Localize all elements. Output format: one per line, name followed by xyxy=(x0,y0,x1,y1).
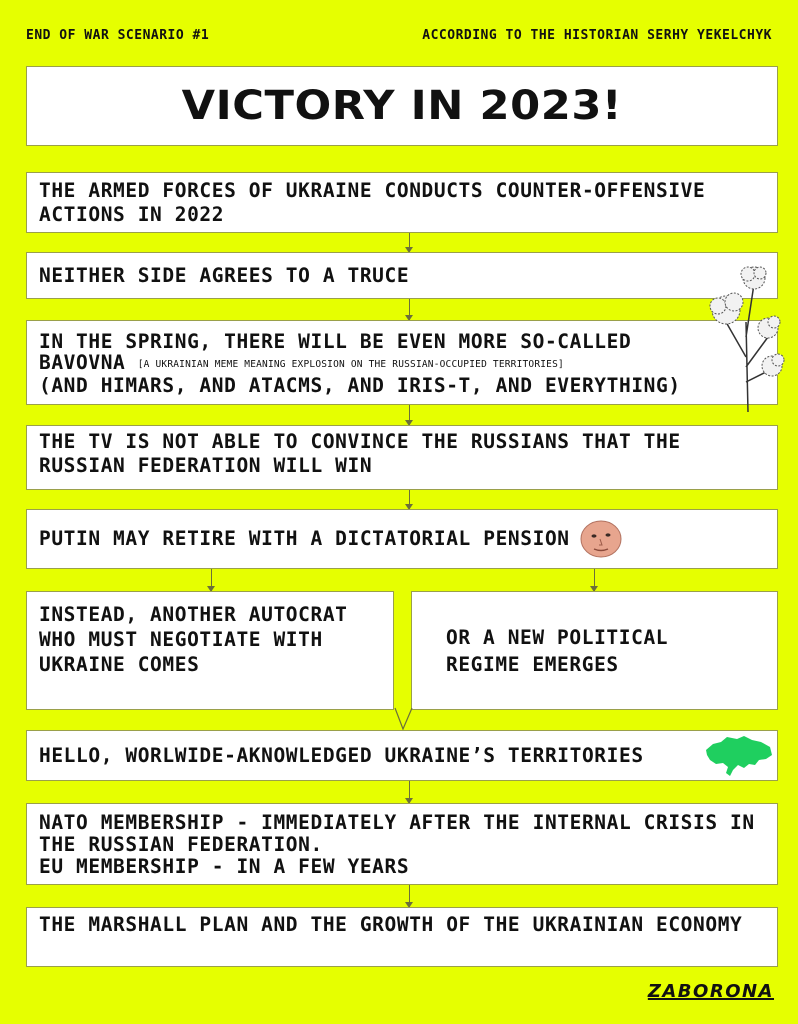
bavovna-note: [A UKRAINIAN MEME MEANING EXPLOSION ON THE RUSSIAN-OCCUPIED TERRITORIES] xyxy=(137,359,564,370)
step-text: THE TV IS NOT ABLE TO CONVINCE THE RUSSIANS THAT THE RUSSIAN FEDERATION WILL WIN xyxy=(39,430,681,477)
flow-arrow xyxy=(409,299,410,320)
step-another-autocrat xyxy=(26,591,394,710)
scenario-label: END OF WAR SCENARIO #1 xyxy=(26,28,210,43)
flow-arrow xyxy=(409,405,410,425)
step-text: THE MARSHALL PLAN AND THE GROWTH OF THE UKRAINIAN ECONOMY xyxy=(39,913,743,936)
step-text: THE ARMED FORCES OF UKRAINE CONDUCTS COUNTER-OFFENSIVE ACTIONS IN 2022 xyxy=(39,179,706,226)
flow-arrow xyxy=(409,490,410,509)
flow-arrow xyxy=(409,233,410,252)
step-new-regime xyxy=(411,591,778,710)
step-counter-offensive xyxy=(26,172,778,233)
step-text-bavovna: BAVOVNA xyxy=(39,351,126,374)
step-text: HELLO, WORLWIDE-AKNOWLEDGED UKRAINE’S TERRITORIES xyxy=(39,743,644,767)
step-text: (AND HIMARS, AND ATACMS, AND IRIS-T, AND EVERYTHING) xyxy=(39,374,681,397)
step-no-truce xyxy=(26,252,778,299)
step-text: OR A NEW POLITICAL REGIME EMERGES xyxy=(446,625,669,676)
merge-arrow xyxy=(390,707,418,731)
step-text: EU MEMBERSHIP - IN A FEW YEARS xyxy=(39,855,410,878)
flow-arrow xyxy=(409,885,410,907)
ukraine-map-icon xyxy=(704,734,774,778)
page-title: VICTORY IN 2023! xyxy=(181,83,623,129)
step-text: INSTEAD, ANOTHER AUTOCRAT WHO MUST NEGOTIATE WITH UKRAINE COMES xyxy=(39,603,348,676)
step-tv xyxy=(26,425,778,490)
step-marshall-plan xyxy=(26,907,778,967)
step-bavovna xyxy=(26,320,778,405)
source-label: ACCORDING TO THE HISTORIAN SERHY YEKELCHYK xyxy=(422,28,772,43)
flow-arrow xyxy=(409,781,410,803)
step-text: IN THE SPRING, THERE WILL BE EVEN MORE SO-CALLED xyxy=(39,330,632,353)
zaborona-logo[interactable]: ZABORONA xyxy=(647,981,774,1002)
flow-arrow xyxy=(211,569,212,591)
cotton-flower-icon xyxy=(708,262,788,412)
flow-arrow xyxy=(594,569,595,591)
step-nato-eu xyxy=(26,803,778,885)
title-box xyxy=(26,66,778,146)
step-text: NATO MEMBERSHIP - IMMEDIATELY AFTER THE INTERNAL CRISIS IN THE RUSSIAN FEDERATION. xyxy=(39,811,755,856)
step-text: PUTIN MAY RETIRE WITH A DICTATORIAL PENSION xyxy=(39,527,570,550)
putin-face-icon xyxy=(578,518,624,560)
step-putin-retire xyxy=(26,509,778,569)
step-territories xyxy=(26,730,778,781)
step-text: NEITHER SIDE AGREES TO A TRUCE xyxy=(39,263,410,287)
